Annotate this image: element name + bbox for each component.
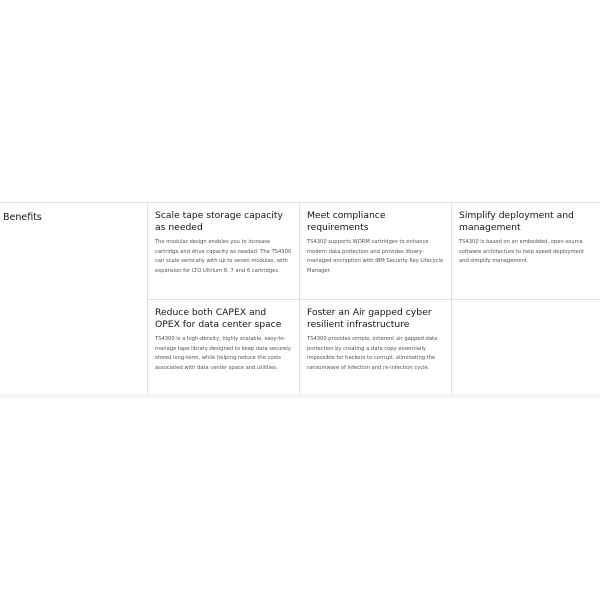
benefit-card-reduce-costs xyxy=(147,299,299,395)
benefit-card-title: Meet compliance requirements xyxy=(307,210,386,233)
section-divider xyxy=(0,394,600,398)
benefit-card-title: Foster an Air gapped cyber resilient infrastructure xyxy=(307,307,432,330)
benefit-card-simplify-deployment xyxy=(451,203,600,299)
benefit-card-description: TS4300 supports WORM cartridges to enhance modern data protection and provides library-managed encryption with IBM Security Key Lifecycle Manager. xyxy=(307,239,444,274)
benefit-card-description: TS4300 is a high-density, highly scalable, easy-to-manage tape library designed to keep data securely stored long-term, while helping reduce the costs associated with data center space and utilities. xyxy=(155,336,291,371)
benefit-card-description: TS4300 provides simple, inherent air gapped data protection by creating a data copy essentially impossible for hackers to corrupt, eliminating the ransomware of infection and re-infection cycle. xyxy=(307,336,438,371)
benefit-card-description: TS4300 is based on an embedded, open-source software architecture to help speed deployment and simplify management. xyxy=(459,239,585,265)
benefits-heading: Benefits xyxy=(3,212,42,223)
benefit-card-empty xyxy=(451,299,600,395)
benefit-card-title: Reduce both CAPEX and OPEX for data center space xyxy=(155,307,282,330)
benefit-card-scale-capacity xyxy=(147,203,299,299)
benefits-section xyxy=(0,202,600,395)
benefit-card-compliance xyxy=(299,203,451,299)
benefit-card-title: Simplify deployment and management xyxy=(459,210,574,233)
benefits-grid xyxy=(147,203,600,395)
benefit-card-title: Scale tape storage capacity as needed xyxy=(155,210,283,233)
benefit-card-description: The modular design enables you to increase cartridge and drive capacity as needed. The TS4300 can scale vertically with up to seven modules, with expansion for LTO Ultrium 8, 7 and 6 cartridges. xyxy=(155,239,292,274)
benefit-card-air-gapped xyxy=(299,299,451,395)
